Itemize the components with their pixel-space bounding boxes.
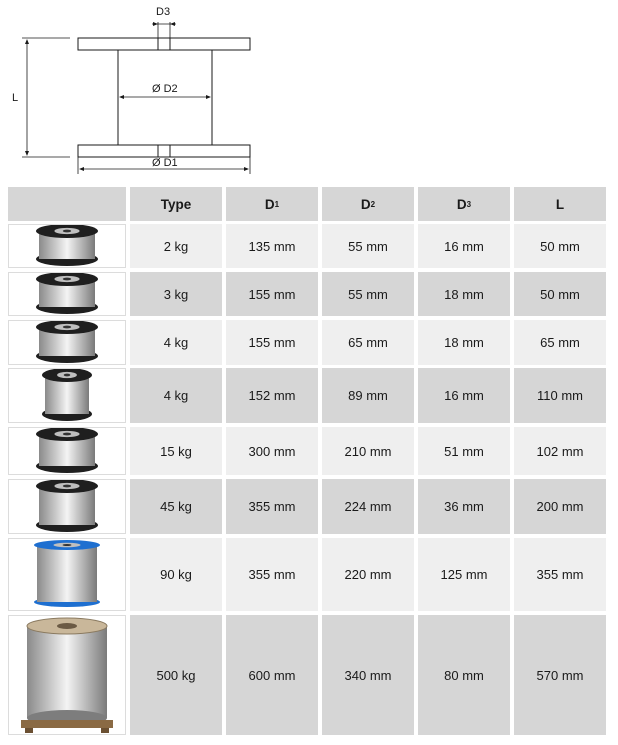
pallet-coil-icon	[9, 616, 125, 734]
l-label: L	[12, 92, 19, 104]
cell-d3: 18 mm	[418, 272, 510, 316]
header-d1	[226, 187, 318, 221]
cell-l: 355 mm	[514, 538, 606, 611]
cell-type: 4 kg	[130, 368, 222, 423]
cell-type: 4 kg	[130, 320, 222, 365]
cell-d1: 155 mm	[226, 320, 318, 365]
spool-image-cell	[8, 479, 126, 534]
table-row	[8, 615, 608, 735]
spool-image-cell	[8, 368, 126, 423]
cell-d3: 36 mm	[418, 479, 510, 534]
cell-l: 50 mm	[514, 224, 606, 268]
cell-l: 102 mm	[514, 427, 606, 475]
cell-type: 90 kg	[130, 538, 222, 611]
large-black-spool-icon	[9, 480, 125, 533]
bore-top	[158, 38, 170, 50]
table-row	[8, 538, 608, 611]
cell-d2: 210 mm	[322, 427, 414, 475]
cell-d1: 355 mm	[226, 538, 318, 611]
cell-type: 500 kg	[130, 615, 222, 735]
cell-d3: 16 mm	[418, 368, 510, 423]
header-l: L	[514, 187, 606, 221]
cell-l: 110 mm	[514, 368, 606, 423]
d3-label: D3	[156, 6, 171, 18]
header-d3	[418, 187, 510, 221]
small-black-spool-icon	[9, 225, 125, 267]
table-row	[8, 320, 608, 365]
cell-d3: 16 mm	[418, 224, 510, 268]
spool-image-cell	[8, 320, 126, 365]
spool-image-cell	[8, 538, 126, 611]
header-d2-sub: 2	[370, 199, 376, 209]
spool-image-cell	[8, 272, 126, 316]
cell-d1: 355 mm	[226, 479, 318, 534]
cell-l: 570 mm	[514, 615, 606, 735]
table-row	[8, 272, 608, 316]
cell-d1: 152 mm	[226, 368, 318, 423]
small-black-spool-icon	[9, 273, 125, 315]
cell-d3: 125 mm	[418, 538, 510, 611]
cell-d1: 135 mm	[226, 224, 318, 268]
bore-bottom	[158, 145, 170, 157]
core	[118, 50, 212, 145]
cell-d3: 18 mm	[418, 320, 510, 365]
cell-d2: 65 mm	[322, 320, 414, 365]
table-row	[8, 427, 608, 475]
small-black-spool-icon	[9, 321, 125, 364]
table-header-row	[8, 187, 608, 221]
cell-d2: 55 mm	[322, 224, 414, 268]
cell-type: 3 kg	[130, 272, 222, 316]
cell-d3: 80 mm	[418, 615, 510, 735]
cell-l: 65 mm	[514, 320, 606, 365]
d1-label: Ø D1	[152, 157, 178, 169]
header-d1-main: D	[264, 196, 275, 212]
spool-image-cell	[8, 224, 126, 268]
cell-d1: 600 mm	[226, 615, 318, 735]
cell-d2: 89 mm	[322, 368, 414, 423]
header-d3-main: D	[456, 196, 467, 212]
spool-image-cell	[8, 427, 126, 475]
spool-image-cell	[8, 615, 126, 735]
table-row	[8, 479, 608, 534]
cell-d1: 300 mm	[226, 427, 318, 475]
medium-black-spool-icon	[9, 428, 125, 474]
header-image-cell	[8, 187, 126, 221]
cell-type: 15 kg	[130, 427, 222, 475]
cell-l: 50 mm	[514, 272, 606, 316]
header-type: Type	[130, 187, 222, 221]
cell-type: 45 kg	[130, 479, 222, 534]
cell-d1: 155 mm	[226, 272, 318, 316]
header-d1-sub: 1	[274, 199, 280, 209]
tall-black-spool-icon	[9, 369, 125, 422]
cell-d2: 224 mm	[322, 479, 414, 534]
table-row	[8, 368, 608, 423]
cell-d2: 340 mm	[322, 615, 414, 735]
cell-l: 200 mm	[514, 479, 606, 534]
spool-dimension-diagram	[0, 0, 618, 185]
blue-spool-icon	[9, 539, 125, 610]
cell-d3: 51 mm	[418, 427, 510, 475]
header-d3-sub: 3	[466, 199, 472, 209]
header-d2-main: D	[360, 196, 371, 212]
cell-d2: 55 mm	[322, 272, 414, 316]
table-row	[8, 224, 608, 268]
header-d2	[322, 187, 414, 221]
d2-label: Ø D2	[152, 83, 178, 95]
cell-d2: 220 mm	[322, 538, 414, 611]
cell-type: 2 kg	[130, 224, 222, 268]
